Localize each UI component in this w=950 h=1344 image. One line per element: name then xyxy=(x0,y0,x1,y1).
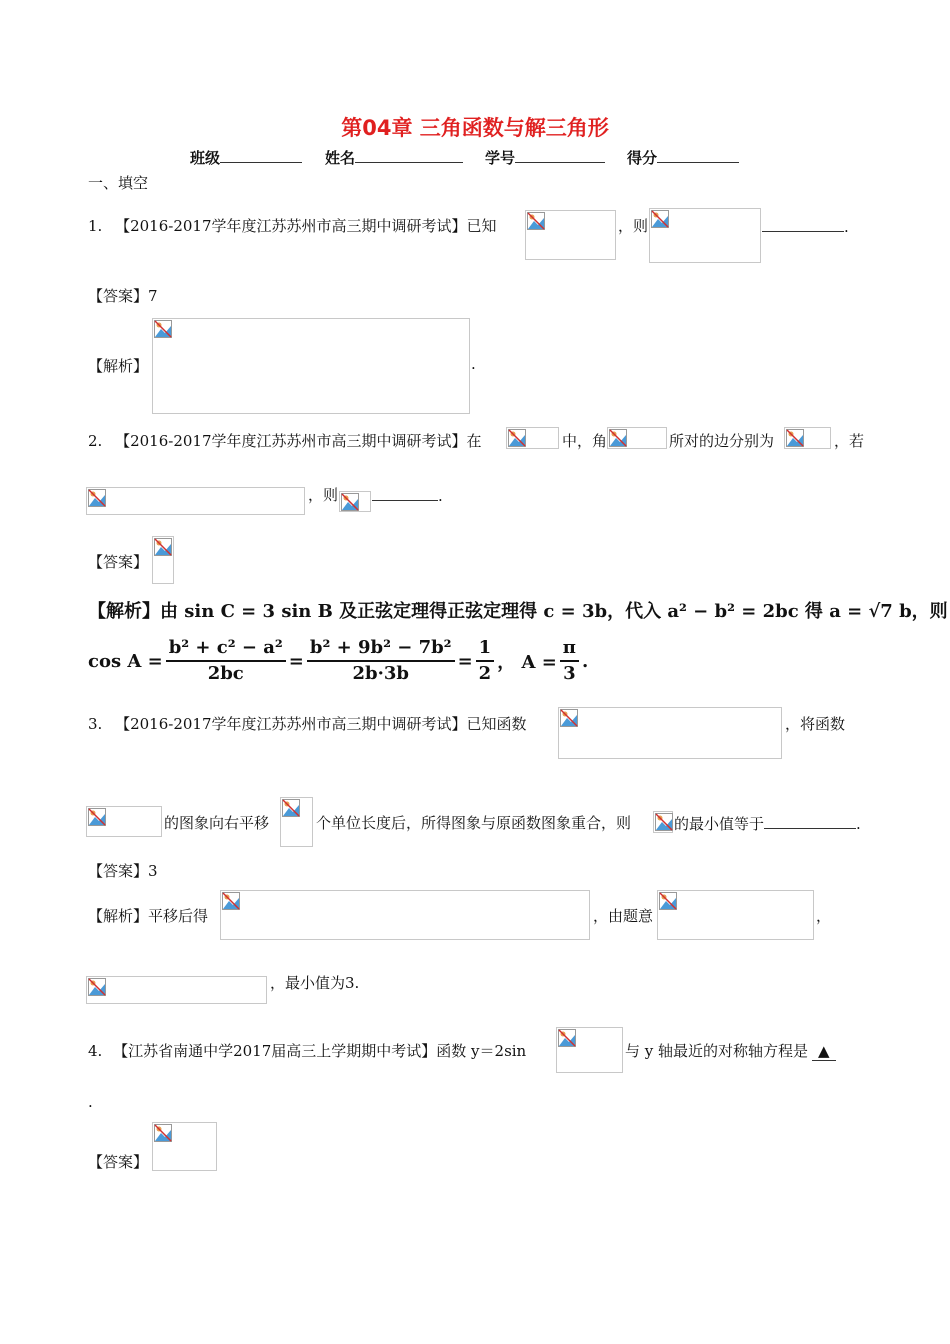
q3-source: 【2016-2017学年度江苏苏州市高三期中调研考试】 xyxy=(115,715,467,733)
q3-text-d: 个单位长度后，所得图象与原函数图象重合，则 xyxy=(316,814,632,832)
q3-answer-label: 【答案】 xyxy=(88,862,149,880)
q3-text-c: 的图象向右平移 xyxy=(164,814,270,832)
q2-line xyxy=(88,430,482,451)
q3-formula-image-2 xyxy=(86,806,162,837)
q3-analysis-text-a: 平移后得 xyxy=(148,907,209,925)
section-heading: 一、填空 xyxy=(88,174,149,192)
broken-image-icon xyxy=(659,892,677,910)
broken-image-icon xyxy=(154,1124,172,1142)
q3-formula-image-3 xyxy=(280,797,313,847)
q3-analysis-image-1 xyxy=(220,890,590,940)
q2-a-equals: ， A = xyxy=(497,652,557,673)
q3-formula-image-4 xyxy=(653,811,673,833)
q1-analysis-end: . xyxy=(471,355,476,373)
q2-formula-image-5 xyxy=(339,491,371,512)
q3-answer xyxy=(88,860,158,881)
q1-end: . xyxy=(844,218,849,236)
q3-analysis-text-d: ，最小值为3. xyxy=(270,974,360,992)
q3-formula-image-1 xyxy=(558,707,782,759)
q1-text-b: ，则 xyxy=(618,217,649,235)
q3-end: . xyxy=(856,815,861,833)
q4-end: . xyxy=(88,1093,93,1111)
q2-answer-image xyxy=(152,536,174,584)
q2-end: . xyxy=(438,487,443,505)
q1-line xyxy=(88,215,497,236)
fraction-4-den: 3 xyxy=(563,663,576,684)
broken-image-icon xyxy=(508,429,526,447)
q2-analysis-end: . xyxy=(581,650,589,672)
equals-sign: = xyxy=(288,650,304,672)
broken-image-icon xyxy=(527,212,545,230)
q3-text-a: 已知函数 xyxy=(466,715,527,733)
q2-analysis-line1 xyxy=(88,597,948,623)
q3-answer-value: 3 xyxy=(148,862,158,880)
score-label: 得分 xyxy=(627,149,658,167)
q2-analysis-text: 由 sin C = 3 sin B 及正弦定理得正弦定理得 c = 3b，代入 a² − b² = 2bc 得 a = √7 b，则 xyxy=(160,601,948,622)
answer-blank xyxy=(372,484,438,501)
broken-image-icon xyxy=(560,709,578,727)
q1-analysis-label: 【解析】 xyxy=(88,357,149,375)
q3-number: 3. xyxy=(88,715,103,733)
q4-number: 4. xyxy=(88,1042,103,1060)
id-field xyxy=(485,147,605,168)
id-label: 学号 xyxy=(485,149,516,167)
q3-analysis-image-3 xyxy=(86,976,267,1004)
q3-text-e-wrap xyxy=(674,812,861,834)
q2-source: 【2016-2017学年度江苏苏州市高三期中调研考试】 xyxy=(115,432,467,450)
q2-answer-label: 【答案】 xyxy=(88,553,149,571)
q3-text-e: 的最小值等于 xyxy=(674,815,765,833)
fraction-3 xyxy=(476,636,495,686)
broken-image-icon xyxy=(154,538,172,556)
broken-image-icon xyxy=(341,493,359,511)
broken-image-icon xyxy=(88,978,106,996)
class-label: 班级 xyxy=(190,149,221,167)
fraction-2-den: 2b·3b xyxy=(352,663,409,684)
q1-number: 1. xyxy=(88,217,103,235)
q4-text-a: 函数 y＝2sin xyxy=(436,1042,527,1060)
q4-line xyxy=(88,1040,526,1061)
q2-number: 2. xyxy=(88,432,103,450)
q4-answer-label: 【答案】 xyxy=(88,1153,149,1171)
q2-text-e: ，则 xyxy=(308,486,339,504)
q2-text-d: ，若 xyxy=(834,432,865,450)
q1-analysis-image xyxy=(152,318,470,414)
broken-image-icon xyxy=(609,429,627,447)
fraction-1-num: b² + c² − a² xyxy=(166,636,286,662)
broken-image-icon xyxy=(282,799,300,817)
q2-cos-label: cos A = xyxy=(88,650,163,672)
name-label: 姓名 xyxy=(325,149,356,167)
broken-image-icon xyxy=(655,813,673,831)
name-field xyxy=(325,147,463,168)
fraction-2 xyxy=(307,636,455,686)
fraction-4 xyxy=(560,636,579,686)
q2-formula-image-1 xyxy=(506,427,559,449)
fraction-3-num: 1 xyxy=(476,636,495,662)
q1-formula-image-2 xyxy=(649,208,761,263)
answer-blank xyxy=(762,215,844,232)
q2-text-c: 所对的边分别为 xyxy=(669,432,775,450)
score-field xyxy=(627,147,739,168)
q2-blank xyxy=(372,484,443,505)
answer-blank xyxy=(764,812,856,829)
q1-answer-value: 7 xyxy=(148,287,158,305)
broken-image-icon xyxy=(154,320,172,338)
q2-formula-image-3 xyxy=(784,427,831,449)
q1-formula-image-1 xyxy=(525,210,616,260)
answer-blank-triangle xyxy=(812,1042,836,1061)
q2-formula-image-2 xyxy=(607,427,667,449)
class-field xyxy=(190,147,302,168)
name-blank xyxy=(355,147,463,163)
equals-sign: = xyxy=(457,650,473,672)
fraction-3-den: 2 xyxy=(478,663,492,684)
broken-image-icon xyxy=(651,210,669,228)
q1-answer xyxy=(88,285,158,306)
q1-answer-label: 【答案】 xyxy=(88,287,149,305)
broken-image-icon xyxy=(222,892,240,910)
id-blank xyxy=(515,147,605,163)
q2-analysis-line2 xyxy=(88,636,588,686)
q4-answer-image xyxy=(152,1122,217,1171)
q2-formula-image-4 xyxy=(86,487,305,515)
q4-text-b-wrap xyxy=(625,1040,836,1061)
broken-image-icon xyxy=(88,808,106,826)
q4-source: 【江苏省南通中学2017届高三上学期期中考试】 xyxy=(113,1042,437,1060)
q3-analysis-image-2 xyxy=(657,890,814,940)
fraction-2-num: b² + 9b² − 7b² xyxy=(307,636,455,662)
q2-text-a: 在 xyxy=(466,432,482,450)
q3-text-b: ，将函数 xyxy=(785,715,846,733)
q2-text-b: 中，角 xyxy=(562,432,608,450)
q1-blank xyxy=(762,215,849,236)
q4-text-b: 与 y 轴最近的对称轴方程是 xyxy=(625,1042,809,1060)
score-blank xyxy=(657,147,739,163)
q3-analysis-text-c: ， xyxy=(816,907,832,925)
page-title: 第04章 三角函数与解三角形 xyxy=(341,116,609,140)
q2-analysis-label: 【解析】 xyxy=(88,601,160,622)
q3-analysis-text-b: ，由题意 xyxy=(593,907,654,925)
fraction-1 xyxy=(166,636,286,686)
broken-image-icon xyxy=(786,429,804,447)
broken-image-icon xyxy=(558,1029,576,1047)
q1-source: 【2016-2017学年度江苏苏州市高三期中调研考试】 xyxy=(115,217,467,235)
fraction-4-num: π xyxy=(560,636,579,662)
triangle-icon: ▲ xyxy=(818,1042,830,1060)
fraction-1-den: 2bc xyxy=(207,663,244,684)
q1-text-a: 已知 xyxy=(466,217,497,235)
q3-line xyxy=(88,713,527,734)
q3-analysis-a xyxy=(88,905,208,926)
q4-formula-image-1 xyxy=(556,1027,623,1073)
class-blank xyxy=(220,147,302,163)
broken-image-icon xyxy=(88,489,106,507)
q3-analysis-label: 【解析】 xyxy=(88,907,149,925)
